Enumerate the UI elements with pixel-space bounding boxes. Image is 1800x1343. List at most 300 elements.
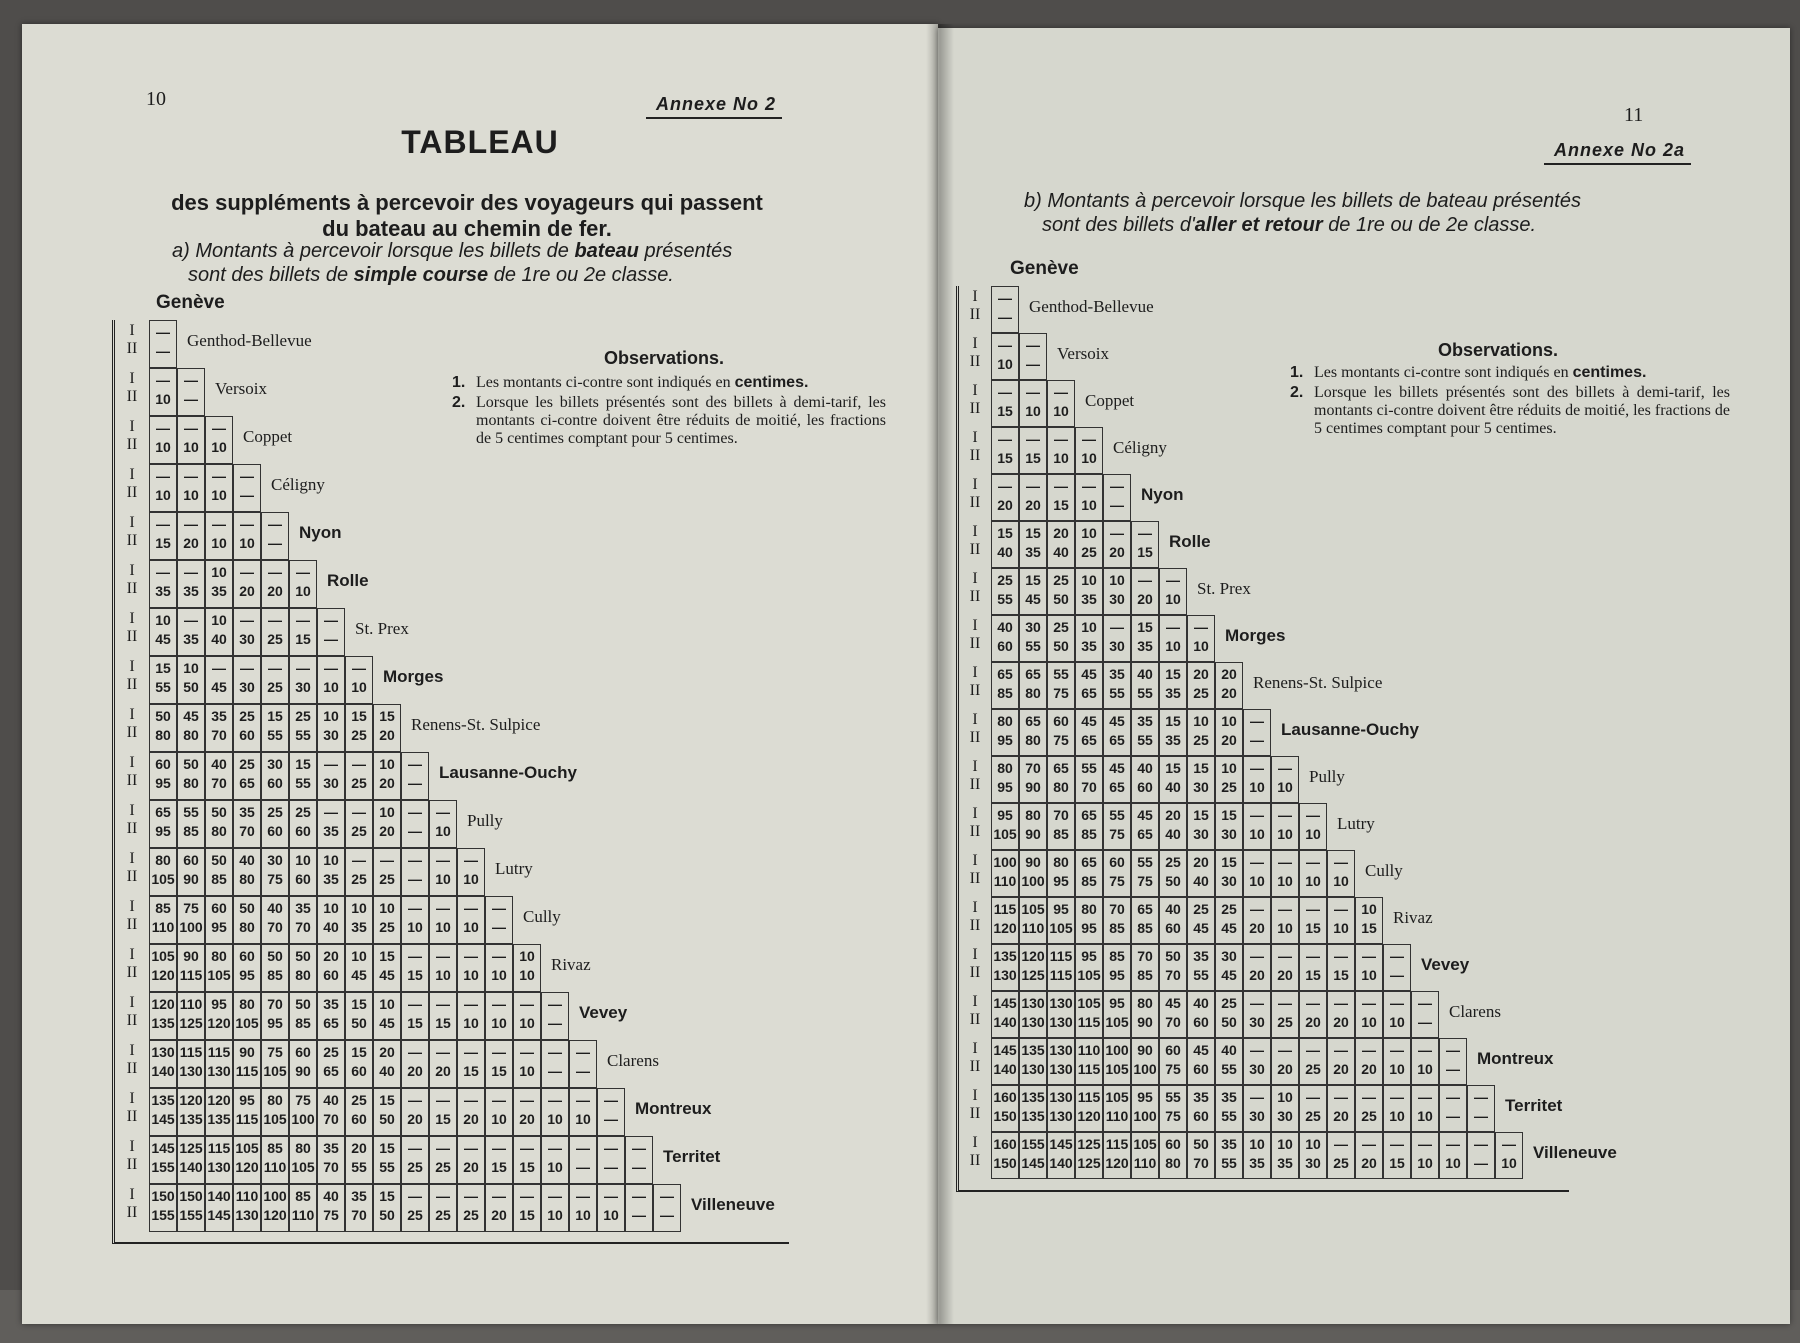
subtitle-line-2: du bateau au chemin de fer. (322, 216, 612, 241)
fare-first-class: — (1054, 431, 1068, 447)
fare-cell (1299, 850, 1327, 897)
fare-first-class: — (1362, 1136, 1376, 1152)
observation-number: 1. (452, 374, 466, 391)
fare-first-class: — (1250, 807, 1264, 823)
fare-first-class: — (268, 516, 282, 532)
fare-second-class: 40 (1193, 873, 1209, 889)
fare-second-class: 70 (267, 919, 283, 935)
fare-cell (429, 848, 457, 896)
fare-first-class: — (492, 900, 506, 916)
fare-second-class: 15 (435, 1111, 451, 1127)
fare-second-class: 60 (1193, 1014, 1209, 1030)
fare-second-class: 60 (1193, 1061, 1209, 1077)
fare-first-class: — (156, 468, 170, 484)
station-name: Céligny (1113, 438, 1167, 457)
fare-second-class: 10 (1025, 403, 1041, 419)
fare-cell (1355, 897, 1383, 944)
fare-cell (317, 656, 345, 704)
fare-cell (429, 944, 457, 992)
fare-cell (1215, 1085, 1243, 1132)
fare-first-class: — (1334, 995, 1348, 1011)
fare-first-class: 110 (235, 1188, 259, 1204)
first-class-label: I (972, 335, 978, 352)
second-class-label: II (969, 541, 981, 558)
second-class-label: II (126, 1156, 138, 1173)
fare-cell (233, 464, 261, 512)
fare-cell (177, 896, 205, 944)
fare-first-class: 120 (179, 1092, 203, 1108)
fare-first-class: 25 (295, 708, 311, 724)
fare-second-class: 15 (1389, 1155, 1405, 1171)
fare-second-class: 35 (155, 583, 171, 599)
fare-second-class: 85 (267, 967, 283, 983)
fare-second-class: — (548, 1063, 562, 1079)
fare-first-class: 65 (1137, 901, 1153, 917)
intro-emphasis: bateau (574, 240, 639, 262)
fare-second-class: 10 (435, 823, 451, 839)
fare-second-class: — (632, 1159, 646, 1175)
second-class-label: II (969, 917, 981, 934)
fare-second-class: 85 (295, 1015, 311, 1031)
fare-first-class: 10 (1277, 1136, 1293, 1152)
fare-cell (289, 896, 317, 944)
fare-cell (233, 800, 261, 848)
fare-cell (1159, 1085, 1187, 1132)
fare-first-class: 80 (1053, 854, 1069, 870)
fare-cell (485, 992, 513, 1040)
fare-second-class: 120 (1077, 1108, 1101, 1124)
station-geneve: Genève (156, 292, 225, 313)
fare-cell (177, 800, 205, 848)
fare-second-class: 65 (323, 1015, 339, 1031)
class-label (959, 803, 991, 850)
fare-second-class: 55 (1137, 732, 1153, 748)
fare-first-class: 45 (183, 708, 199, 724)
fare-first-class: — (464, 1044, 478, 1060)
fare-cell (177, 368, 205, 416)
fare-first-class: — (520, 996, 534, 1012)
fare-second-class: 55 (997, 591, 1013, 607)
fare-cell (373, 752, 401, 800)
station-name: Rolle (1169, 532, 1211, 551)
fare-second-class: 10 (463, 967, 479, 983)
fare-cell (289, 752, 317, 800)
fare-second-class: 10 (463, 1015, 479, 1031)
fare-cell (1159, 944, 1187, 991)
observation-number: 2. (452, 394, 466, 411)
fare-cell (345, 1136, 373, 1184)
first-class-label: I (972, 1040, 978, 1057)
fare-second-class: — (632, 1207, 646, 1223)
fare-cell (1075, 474, 1103, 521)
fare-first-class: 35 (1221, 1136, 1237, 1152)
fare-first-class: 60 (1165, 1136, 1181, 1152)
fare-first-class: 10 (1081, 572, 1097, 588)
page-number: 11 (1624, 104, 1644, 126)
fare-second-class: 50 (1053, 638, 1069, 654)
fare-second-class: 10 (547, 1159, 563, 1175)
fare-first-class: 25 (295, 804, 311, 820)
fare-cell (149, 464, 177, 512)
class-label (115, 656, 149, 704)
class-label (959, 427, 991, 474)
fare-cell (177, 608, 205, 656)
fare-second-class: 75 (323, 1207, 339, 1223)
fare-second-class: 15 (519, 1207, 535, 1223)
fare-cell (177, 416, 205, 464)
fare-cell (1103, 568, 1131, 615)
fare-first-class: — (998, 478, 1012, 494)
fare-second-class: 35 (1165, 685, 1181, 701)
fare-first-class: — (1306, 807, 1320, 823)
fare-second-class: 95 (155, 775, 171, 791)
first-class-label: I (129, 994, 135, 1011)
fare-second-class: 40 (1165, 779, 1181, 795)
first-class-label: I (972, 570, 978, 587)
fare-second-class: 150 (993, 1155, 1017, 1171)
fare-first-class: — (1390, 1089, 1404, 1105)
second-class-label: II (969, 776, 981, 793)
fare-first-class: — (1390, 948, 1404, 964)
fare-cell (205, 992, 233, 1040)
fare-second-class: 145 (207, 1207, 231, 1223)
fare-first-class: 10 (211, 612, 227, 628)
fare-second-class: 105 (263, 1111, 287, 1127)
second-class-label: II (126, 772, 138, 789)
fare-second-class: 10 (1193, 638, 1209, 654)
fare-second-class: 150 (993, 1108, 1017, 1124)
fare-first-class: — (1166, 619, 1180, 635)
fare-first-class: — (576, 1188, 590, 1204)
fare-second-class: 15 (1361, 920, 1377, 936)
fare-first-class: 15 (155, 660, 171, 676)
class-label (115, 944, 149, 992)
fare-second-class: 20 (379, 775, 395, 791)
second-class-label: II (126, 916, 138, 933)
fare-cell (1187, 709, 1215, 756)
fare-cell (373, 896, 401, 944)
fare-cell (149, 848, 177, 896)
fare-cell (345, 992, 373, 1040)
fare-second-class: 115 (179, 967, 203, 983)
class-label (115, 368, 149, 416)
fare-cell (1271, 1132, 1299, 1179)
fare-first-class: — (1362, 995, 1376, 1011)
fare-second-class: 10 (1081, 497, 1097, 513)
observation-1 (1290, 364, 1730, 382)
fare-first-class: — (184, 372, 198, 388)
fare-first-class: 145 (993, 1042, 1017, 1058)
fare-second-class: 10 (323, 679, 339, 695)
fare-first-class: — (1362, 1042, 1376, 1058)
fare-first-class: — (408, 1188, 422, 1204)
fare-first-class: 40 (323, 1092, 339, 1108)
fare-first-class: — (352, 804, 366, 820)
fare-second-class: 65 (239, 775, 255, 791)
fare-first-class: — (464, 1188, 478, 1204)
fare-cell (1131, 521, 1159, 568)
fare-first-class: — (1390, 1042, 1404, 1058)
fare-second-class: 10 (1249, 873, 1265, 889)
fare-second-class: 60 (1193, 1108, 1209, 1124)
fare-first-class: — (436, 1188, 450, 1204)
fare-first-class: — (492, 1044, 506, 1060)
fare-first-class: 15 (1221, 854, 1237, 870)
fare-first-class: — (464, 996, 478, 1012)
fare-second-class: 25 (1081, 544, 1097, 560)
fare-second-class: 25 (1333, 1155, 1349, 1171)
fare-cell (1047, 615, 1075, 662)
fare-second-class: 105 (207, 967, 231, 983)
class-label (959, 568, 991, 615)
second-class-label: II (969, 635, 981, 652)
fare-second-class: 140 (151, 1063, 175, 1079)
fare-cell (541, 1088, 569, 1136)
fare-second-class: 75 (1165, 1061, 1181, 1077)
fare-cell (1215, 1132, 1243, 1179)
fare-cell (149, 800, 177, 848)
fare-second-class: 80 (1165, 1155, 1181, 1171)
class-label (115, 1040, 149, 1088)
fare-cell (1271, 756, 1299, 803)
fare-second-class: 30 (1249, 1014, 1265, 1030)
fare-cell (1271, 991, 1299, 1038)
fare-cell (457, 1136, 485, 1184)
fare-first-class: — (1250, 901, 1264, 917)
first-class-label: I (972, 852, 978, 869)
fare-cell (1103, 474, 1131, 521)
fare-second-class: 100 (1021, 873, 1045, 889)
fare-cell (1411, 1038, 1439, 1085)
fare-first-class: 15 (379, 1140, 395, 1156)
fare-first-class: 10 (183, 660, 199, 676)
fare-cell (1327, 1132, 1355, 1179)
fare-second-class: 50 (1221, 1014, 1237, 1030)
fare-cell (1131, 615, 1159, 662)
class-label (959, 991, 991, 1038)
fare-cell (317, 704, 345, 752)
fare-second-class: 25 (435, 1159, 451, 1175)
fare-second-class: 20 (407, 1111, 423, 1127)
fare-cell (317, 1040, 345, 1088)
fare-cell (1243, 1038, 1271, 1085)
fare-second-class: 75 (1053, 685, 1069, 701)
fare-second-class: 80 (239, 871, 255, 887)
fare-cell (991, 286, 1019, 333)
fare-first-class: — (520, 1092, 534, 1108)
fare-first-class: — (408, 804, 422, 820)
fare-first-class: 25 (1221, 901, 1237, 917)
fare-cell (1271, 944, 1299, 991)
fare-second-class: 50 (183, 679, 199, 695)
fare-first-class: — (998, 384, 1012, 400)
fare-first-class: 10 (1361, 901, 1377, 917)
station-name: Nyon (299, 523, 342, 542)
fare-cell (1159, 897, 1187, 944)
fare-first-class: 60 (1053, 713, 1069, 729)
fare-second-class: 45 (379, 967, 395, 983)
fare-first-class: 25 (1221, 995, 1237, 1011)
station-name: Lausanne-Ouchy (1281, 720, 1419, 739)
fare-cell (261, 608, 289, 656)
fare-first-class: — (212, 660, 226, 676)
fare-second-class: 10 (211, 439, 227, 455)
fare-first-class: 95 (1053, 901, 1069, 917)
fare-second-class: 25 (435, 1207, 451, 1223)
fare-first-class: 15 (1165, 713, 1181, 729)
fare-first-class: 40 (239, 852, 255, 868)
fare-cell (1019, 615, 1047, 662)
fare-first-class: — (1082, 478, 1096, 494)
fare-second-class: 115 (235, 1111, 259, 1127)
fare-second-class: 140 (1049, 1155, 1073, 1171)
first-class-label: I (972, 946, 978, 963)
fare-cell (289, 656, 317, 704)
fare-first-class: 10 (351, 900, 367, 916)
fare-second-class: — (1474, 1155, 1488, 1171)
class-label (115, 800, 149, 848)
station-name: Villeneuve (1533, 1143, 1617, 1162)
fare-first-class: 25 (351, 1092, 367, 1108)
fare-second-class: 15 (1305, 967, 1321, 983)
fare-cell (1355, 1038, 1383, 1085)
fare-cell (1355, 1132, 1383, 1179)
fare-cell (1103, 709, 1131, 756)
fare-first-class: 25 (1053, 619, 1069, 635)
fare-second-class: 35 (183, 583, 199, 599)
fare-first-class: — (1250, 1089, 1264, 1105)
fare-cell (233, 656, 261, 704)
fare-cell (1271, 1038, 1299, 1085)
fare-first-class: — (408, 852, 422, 868)
fare-second-class: — (1418, 1014, 1432, 1030)
fare-second-class: 105 (291, 1159, 315, 1175)
fare-first-class: — (464, 948, 478, 964)
first-class-label: I (972, 899, 978, 916)
fare-cell (457, 896, 485, 944)
fare-cell (1383, 991, 1411, 1038)
fare-second-class: 70 (239, 823, 255, 839)
fare-first-class: 75 (183, 900, 199, 916)
fare-cell (1075, 897, 1103, 944)
fare-cell (149, 1040, 177, 1088)
fare-first-class: — (1026, 384, 1040, 400)
fare-first-class: — (1306, 901, 1320, 917)
second-class-label: II (126, 628, 138, 645)
second-class-label: II (126, 724, 138, 741)
fare-second-class: 110 (993, 873, 1017, 889)
fare-second-class: 120 (1105, 1155, 1129, 1171)
fare-cell (457, 944, 485, 992)
fare-first-class: 70 (1025, 760, 1041, 776)
fare-cell (373, 800, 401, 848)
fare-cell (1187, 1132, 1215, 1179)
fare-second-class: 30 (239, 679, 255, 695)
intro-text: a) Montants à percevoir lorsque les billets de (172, 240, 569, 262)
fare-second-class: — (324, 631, 338, 647)
observations-title: Observations. (604, 348, 725, 368)
fare-cell (261, 752, 289, 800)
fare-second-class: 135 (1021, 1108, 1045, 1124)
fare-second-class: 85 (183, 823, 199, 839)
station-name: Clarens (607, 1051, 659, 1070)
observation-emphasis: centimes. (1572, 364, 1647, 381)
fare-second-class: 100 (1133, 1108, 1157, 1124)
fare-cell (261, 704, 289, 752)
fare-cell (1299, 991, 1327, 1038)
fare-cell (261, 1040, 289, 1088)
fare-second-class: 10 (1305, 826, 1321, 842)
first-class-label: I (129, 658, 135, 675)
fare-second-class: 10 (183, 487, 199, 503)
fare-second-class: 135 (179, 1111, 203, 1127)
fare-second-class: 10 (1389, 1061, 1405, 1077)
fare-first-class: — (548, 1140, 562, 1156)
intro-emphasis: simple course (353, 264, 489, 286)
fare-second-class: 10 (547, 1207, 563, 1223)
fare-second-class: 155 (179, 1207, 203, 1223)
fare-first-class: 10 (1305, 1136, 1321, 1152)
fare-first-class: 100 (993, 854, 1017, 870)
fare-second-class: 30 (295, 679, 311, 695)
fare-first-class: 95 (211, 996, 227, 1012)
fare-second-class: 30 (323, 727, 339, 743)
fare-second-class: 25 (351, 823, 367, 839)
fare-cell (177, 992, 205, 1040)
fare-second-class: 35 (183, 631, 199, 647)
fare-cell (1215, 709, 1243, 756)
fare-first-class: 35 (239, 804, 255, 820)
fare-first-class: 95 (1109, 995, 1125, 1011)
fare-second-class: 125 (1077, 1155, 1101, 1171)
fare-first-class: 85 (1109, 948, 1125, 964)
fare-second-class: 60 (267, 823, 283, 839)
fare-cell (1131, 850, 1159, 897)
fare-second-class: 10 (1445, 1155, 1461, 1171)
fare-second-class: 10 (1053, 450, 1069, 466)
fare-first-class: 95 (997, 807, 1013, 823)
fare-first-class: — (1334, 1089, 1348, 1105)
fare-first-class: 25 (997, 572, 1013, 588)
fare-cell (1355, 944, 1383, 991)
fare-first-class: 10 (1193, 713, 1209, 729)
fare-first-class: — (380, 852, 394, 868)
station-name: Morges (1225, 626, 1286, 645)
fare-cell (177, 848, 205, 896)
fare-first-class: — (1250, 713, 1264, 729)
fare-cell (373, 704, 401, 752)
fare-cell (991, 709, 1019, 756)
fare-first-class: — (1418, 1089, 1432, 1105)
first-class-label: I (972, 429, 978, 446)
first-class-label: I (972, 711, 978, 728)
fare-first-class: 80 (997, 713, 1013, 729)
fare-first-class: — (324, 660, 338, 676)
class-label (959, 521, 991, 568)
fare-second-class: 60 (351, 1111, 367, 1127)
fare-second-class: 25 (351, 727, 367, 743)
fare-cell (1439, 1038, 1467, 1085)
first-class-label: I (129, 802, 135, 819)
first-class-label: I (972, 1134, 978, 1151)
fare-first-class: — (604, 1140, 618, 1156)
fare-first-class: 55 (1165, 1089, 1181, 1105)
fare-first-class: 20 (1165, 807, 1181, 823)
fare-first-class: — (436, 1140, 450, 1156)
fare-first-class: — (408, 756, 422, 772)
fare-first-class: — (1278, 760, 1292, 776)
fare-first-class: 40 (323, 1188, 339, 1204)
